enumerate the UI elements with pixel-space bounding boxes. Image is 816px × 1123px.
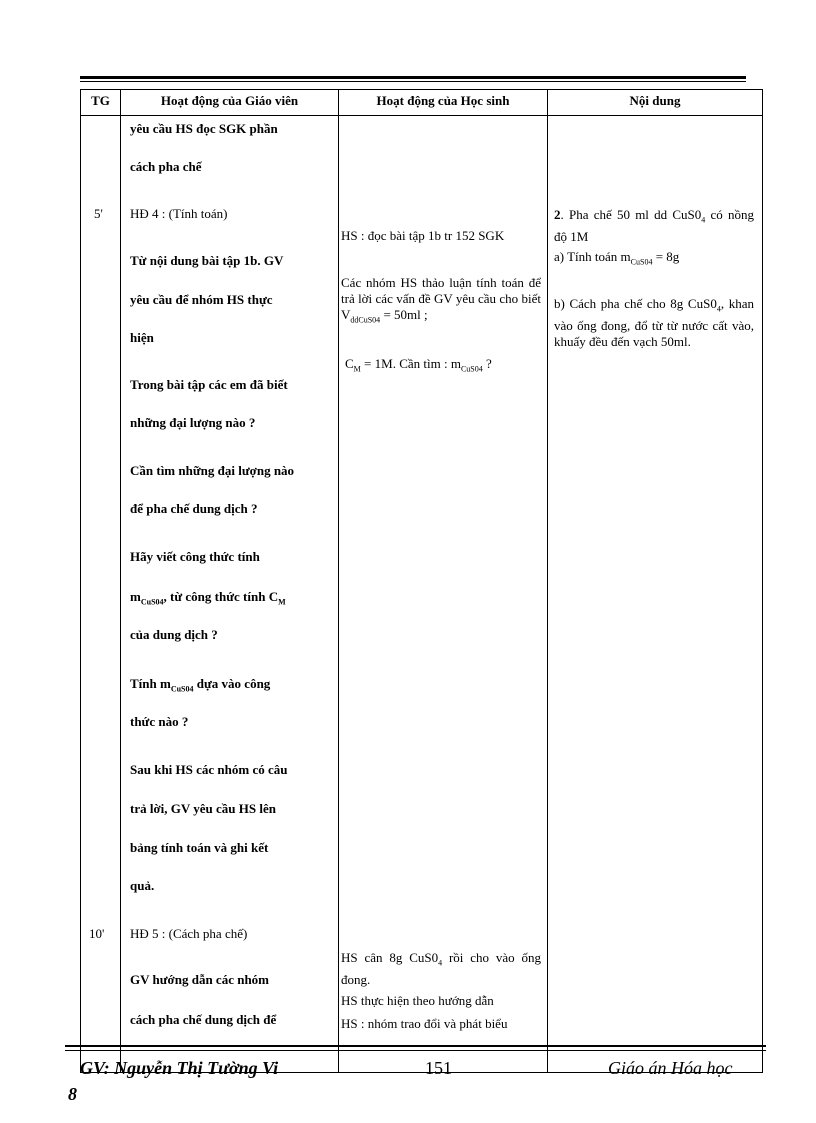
teacher-line: Trong bài tập các em đã biết [130,377,288,392]
footer-author: GV: Nguyễn Thị Tường Vi [80,1058,279,1078]
teacher-line: cách pha chế dung dịch để [130,1012,277,1027]
student-activity: HS cân 8g $CuS0_4$ rồi cho vào ống đong. [341,950,542,987]
time-5min: 5' [94,206,103,221]
teacher-line: trả lời, GV yêu cầu HS lên [130,801,276,816]
student-activity: Các nhóm HS thảo luận tính toán để trả lời các vấn đề GV yêu cầu cho biết $V_{ddCuS04} = 50ml$ ; [341,275,541,325]
teacher-line: yêu cầu HS đọc SGK phần [130,121,278,136]
teacher-line: Hãy viết công thức tính [130,549,260,564]
teacher-line: quả. [130,878,155,893]
teacher-line: bảng tính toán và ghi kết [130,840,269,855]
teacher-line: để pha chế dung dịch ? [130,501,258,516]
footer-rule-thin [65,1050,766,1051]
teacher-line: của dung dịch ? [130,627,218,642]
student-activity: HS thực hiện theo hướng dẫn [341,993,494,1008]
teacher-line: những đại lượng nào ? [130,415,256,430]
teacher-line: Từ nội dung bài tập 1b. GV [130,253,284,268]
header-teacher: Hoạt động của Giáo viên [121,90,339,116]
student-activity: $C_M = 1M$. Cần tìm : $m_{CuS04}$ ? [345,356,492,374]
student-activity: HS : đọc bài tập 1b tr 152 SGK [341,228,505,243]
teacher-line: Tính $m_{CuS04}$ dựa vào công [130,676,271,694]
teacher-line: thức nào ? [130,714,189,729]
table-header-row [81,90,763,116]
header-tg: TG [81,90,121,116]
teacher-line: GV hướng dẫn các nhóm [130,972,270,987]
content-item: 2. Pha chế 50 ml dd $CuS0_4$ có nồng độ 1M [554,207,754,244]
activity-4-title: HĐ 4 : (Tính toán) [130,206,228,221]
teacher-line: $m_{CuS04}$, từ công thức tính $C_M$ [130,589,286,607]
teacher-line: Sau khi HS các nhóm có câu [130,762,288,777]
header-rule-thin [80,81,746,82]
content-item: b) Cách pha chế cho 8g $CuS0_4$, khan vào ống đong, đổ từ từ nước cất vào, khuấy đều đến vạch 50ml. [554,296,754,349]
teacher-line: Cần tìm những đại lượng nào [130,463,295,478]
teacher-line: yêu cầu để nhóm HS thực [130,292,273,307]
header-content: Nội dung [548,90,763,116]
header-rule-thick [80,76,746,79]
footer-grade: 8 [68,1084,77,1104]
content-item: a) Tính toán $m_{CuS04} = 8g$ [554,249,680,267]
time-10min: 10' [89,926,105,941]
activity-5-title: HĐ 5 : (Cách pha chế) [130,926,248,941]
header-student: Hoạt động của Học sinh [339,90,548,116]
page-number: 151 [425,1058,452,1078]
footer-rule-thick [65,1045,766,1047]
footer-subject: Giáo án Hóa học [608,1058,733,1078]
teacher-line: cách pha chế [130,159,202,174]
student-activity: HS : nhóm trao đổi và phát biểu [341,1016,508,1031]
teacher-line: hiện [130,330,154,345]
